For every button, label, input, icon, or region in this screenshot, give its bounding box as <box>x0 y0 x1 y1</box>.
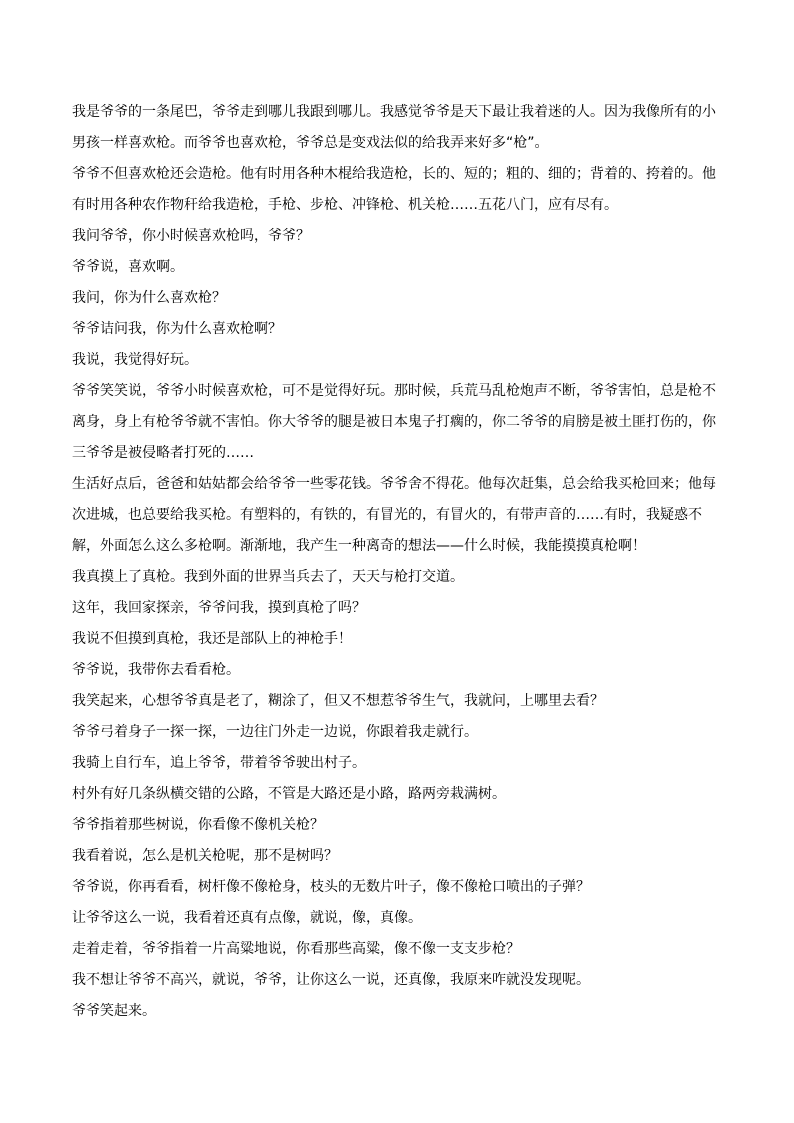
paragraph-3: 我问爷爷，你小时候喜欢枪吗，爷爷？ <box>72 228 310 244</box>
paragraph-12: 我说不但摸到真枪，我还是部队上的神枪手！ <box>72 631 352 647</box>
paragraph-19: 我看着说，怎么是机关枪呢，那不是树吗？ <box>72 848 338 864</box>
paragraph-1: 我是爷爷的一条尾巴，爷爷走到哪儿我跟到哪儿。我感觉爷爷是天下最让我着迷的人。因为我像所有的小男孩一样喜欢枪。而爷爷也喜欢枪，爷爷总是变戏法似的给我弄来好多“枪”。 <box>72 104 716 151</box>
paragraph-24: 爷爷笑起来。 <box>72 1003 156 1019</box>
paragraph-15: 爷爷弓着身子一探一探，一边往门外走一边说，你跟着我走就行。 <box>72 724 478 740</box>
paragraph-23: 我不想让爷爷不高兴，就说，爷爷，让你这么一说，还真像，我原来咋就没发现呢。 <box>72 972 590 988</box>
paragraph-16: 我骑上自行车，追上爷爷，带着爷爷驶出村子。 <box>72 755 366 771</box>
paragraph-7: 我说，我觉得好玩。 <box>72 352 198 368</box>
paragraph-4: 爷爷说，喜欢啊。 <box>72 259 184 275</box>
paragraph-21: 让爷爷这么一说，我看着还真有点像，就说，像，真像。 <box>72 910 422 926</box>
paragraph-13: 爷爷说，我带你去看看枪。 <box>72 662 240 678</box>
paragraph-8: 爷爷笑笑说，爷爷小时候喜欢枪，可不是觉得好玩。那时候，兵荒马乱枪炮声不断，爷爷害怕，总是枪不离身，身上有枪爷爷就不害怕。你大爷爷的腿是被日本鬼子打瘸的，你二爷爷的肩膀是被土匪打伤的，你三爷爷是被侵略者打死的…… <box>72 383 716 461</box>
paragraph-20: 爷爷说，你再看看，树杆像不像枪身，枝头的无数片叶子，像不像枪口喷出的子弹？ <box>72 879 590 895</box>
paragraph-17: 村外有好几条纵横交错的公路，不管是大路还是小路，路两旁栽满树。 <box>72 786 506 802</box>
paragraph-5: 我问，你为什么喜欢枪？ <box>72 290 226 306</box>
paragraph-14: 我笑起来，心想爷爷真是老了，糊涂了，但又不想惹爷爷生气，我就问，上哪里去看？ <box>72 693 604 709</box>
paragraph-10: 我真摸上了真枪。我到外面的世界当兵去了，天天与枪打交道。 <box>72 569 464 585</box>
paragraph-11: 这年，我回家探亲，爷爷问我，摸到真枪了吗？ <box>72 600 366 616</box>
paragraph-6: 爷爷诘问我，你为什么喜欢枪啊？ <box>72 321 282 337</box>
paragraph-22: 走着走着，爷爷指着一片高粱地说，你看那些高粱，像不像一支支步枪？ <box>72 941 520 957</box>
document-body <box>72 97 722 1027</box>
paragraph-2: 爷爷不但喜欢枪还会造枪。他有时用各种木棍给我造枪，长的、短的；粗的、细的；背着的、挎着的。他有时用各种农作物秆给我造枪，手枪、步枪、冲锋枪、机关枪……五花八门，应有尽有。 <box>72 166 716 213</box>
paragraph-9: 生活好点后，爸爸和姑姑都会给爷爷一些零花钱。爷爷舍不得花。他每次赶集，总会给我买枪回来；他每次进城，也总要给我买枪。有塑料的，有铁的，有冒光的，有冒火的，有带声音的……有时，我疑惑不解，外面怎么这么多枪啊。渐渐地，我产生一种离奇的想法——什么时候，我能摸摸真枪啊！ <box>72 476 716 554</box>
paragraph-18: 爷爷指着那些树说，你看像不像机关枪？ <box>72 817 324 833</box>
